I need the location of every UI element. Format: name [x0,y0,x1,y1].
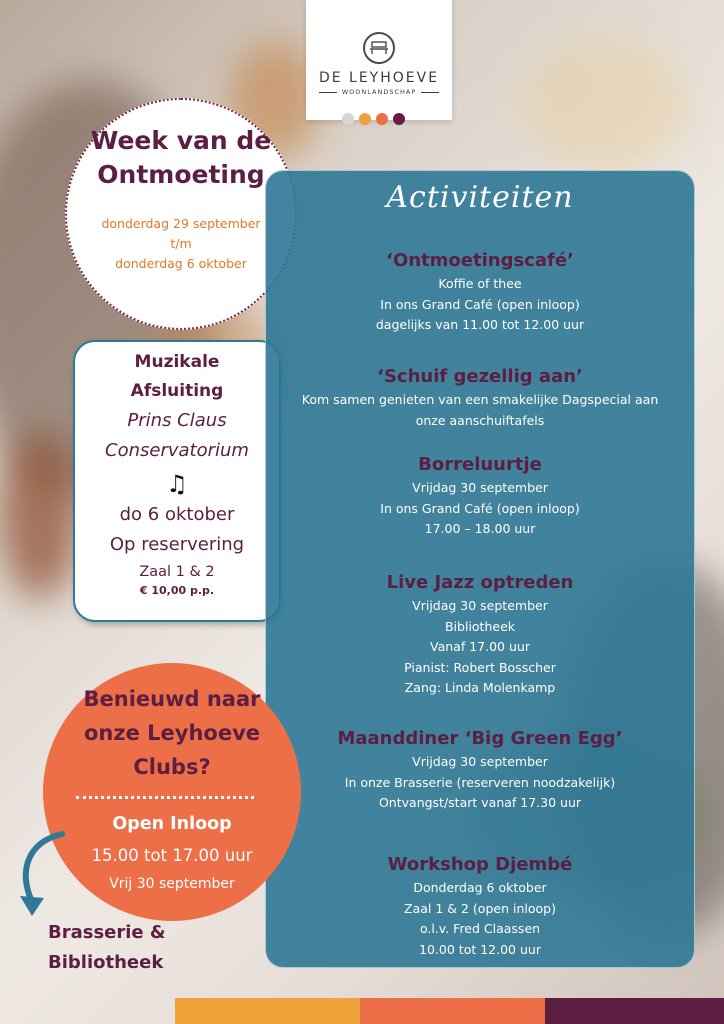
activity-detail: dagelijks van 11.00 tot 12.00 uur [375,317,585,332]
clubs-title-line: Benieuwd naar [83,687,261,711]
activity-detail: Vrijdag 30 september [412,598,548,613]
activity-item [270,570,690,699]
bottom-strip-plum [545,998,724,1024]
week-date-line: donderdag 29 september [101,216,261,231]
week-date-line: t/m [170,236,192,251]
muzikale-price: € 10,00 p.p. [139,584,215,597]
week-date-line: donderdag 6 oktober [115,256,247,271]
curved-arrow-icon [10,826,70,916]
clubs-open-label: Open Inloop [112,814,232,834]
logo-rule [421,92,439,93]
activity-detail: Bibliotheek [444,618,516,634]
week-dates [67,214,295,274]
week-title [67,124,295,192]
clubs-title [43,682,301,784]
activity-detail: Kom samen genieten van een smakelijke Dagspecial aan [301,392,659,407]
activity-detail: Vrijdag 30 september [412,480,548,495]
activity-detail: Pianist: Robert Bosscher [404,659,556,675]
activity-title: Maanddiner ‘Big Green Egg’ [337,728,623,749]
bottom-strip-orange [175,998,360,1024]
muzikale-room: Zaal 1 & 2 [139,564,215,580]
week-title-line: Week van de [90,126,272,155]
activity-item [270,248,690,336]
bench-icon [363,32,395,64]
muzikale-organizer: Prins Claus [127,410,227,431]
bottom-strip-coral [360,998,545,1024]
muzikale-title: Muzikale [134,352,220,372]
week-circle [65,98,297,330]
clubs-day: Vrij 30 september [109,876,235,892]
clubs-location-line: Bibliotheek [48,952,164,973]
logo-color-dots [342,113,405,125]
activity-detail: Vanaf 17.00 uur [430,639,530,654]
week-title-line: Ontmoeting [97,160,265,189]
clubs-title-line: onze Leyhoeve [83,721,261,745]
activity-detail: Koffie of thee [438,276,522,291]
dotted-divider [76,796,254,799]
logo-card [306,0,452,120]
activity-detail: Ontvangst/start vanaf 17.30 uur [378,795,582,810]
activity-detail: In ons Grand Café (open inloop) [380,296,580,312]
activity-title: Live Jazz optreden [386,572,574,593]
activity-title: ‘Ontmoetingscafé’ [386,250,574,271]
muzikale-organizer: Conservatorium [105,440,249,461]
logo-dot [393,113,405,125]
clubs-title-line: Clubs? [133,755,211,779]
clubs-location-line: Brasserie & [48,922,166,943]
clubs-location [48,918,218,978]
activity-detail: In ons Grand Café (open inloop) [380,500,580,516]
clubs-time: 15.00 tot 17.00 uur [91,846,253,865]
activity-detail: Zaal 1 & 2 (open inloop) [404,900,556,916]
bottom-strip-blank [0,998,175,1024]
logo-subtitle-text: WOONLANDSCHAP [341,88,417,96]
activity-detail: Donderdag 6 oktober [413,880,547,895]
activity-title: Borreluurtje [418,454,542,475]
logo-name: DE LEYHOEVE [318,70,440,86]
activity-detail: o.l.v. Fred Claassen [419,921,541,936]
activity-detail: 17.00 – 18.00 uur [424,521,536,536]
background-blur-shape [520,40,690,170]
activity-item [270,852,690,960]
music-notes-icon: ♫ [166,470,188,498]
logo-subtitle [319,88,440,96]
activity-item [270,726,690,814]
background-blur-shape [0,430,80,600]
activity-item [270,452,690,540]
activity-detail: In onze Brasserie (reserveren noodzakelijk) [344,774,616,790]
logo-rule [319,92,337,93]
logo-dot [342,113,354,125]
muzikale-title: Afsluiting [130,381,224,401]
activity-item [270,364,690,431]
activity-title: ‘Schuif gezellig aan’ [377,366,583,387]
activity-detail: 10.00 tot 12.00 uur [419,941,541,957]
activities-heading: Activiteiten [386,180,574,215]
muzikale-afsluiting-card [73,340,281,622]
logo-dot [376,113,388,125]
logo-dot [359,113,371,125]
activity-detail: Zang: Linda Molenkamp [404,680,556,695]
activity-detail: onze aanschuiftafels [415,412,545,428]
muzikale-date: do 6 oktober [119,504,235,525]
activity-detail: Vrijdag 30 september [412,754,548,769]
muzikale-reservation: Op reservering [109,534,245,555]
activity-title: Workshop Djembé [387,854,573,875]
